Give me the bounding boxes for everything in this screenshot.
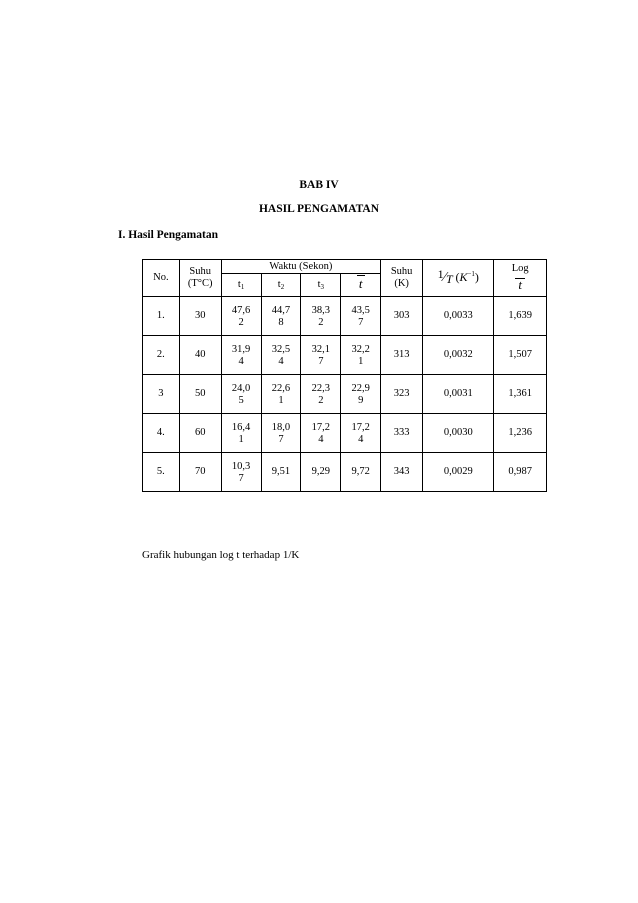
cell-t1: 10,37 (221, 453, 261, 492)
cell-t2: 9,51 (261, 453, 301, 492)
header-suhu-celsius-line1: Suhu (189, 266, 211, 277)
header-log-label: Log (511, 263, 529, 274)
header-t3-label: t (317, 279, 321, 290)
cell-no: 2. (143, 336, 180, 375)
header-t-mean (341, 274, 381, 297)
inverse-temperature-formula: 1⁄T $(K^{-1})$ (437, 267, 479, 286)
table-row (143, 375, 547, 414)
cell-log-t: 0,987 (494, 453, 547, 492)
section-heading: I. Hasil Pengamatan (118, 229, 218, 241)
cell-suhu-kelvin: 323 (381, 375, 423, 414)
cell-t2: 22,61 (261, 375, 301, 414)
header-t1-sub: 1 (240, 283, 245, 291)
header-t2-label: t (277, 279, 281, 290)
inverse-unit: K (459, 270, 468, 284)
cell-no: 4. (143, 414, 180, 453)
header-t2-sub: 2 (280, 283, 285, 291)
cell-t-mean: 17,24 (341, 414, 381, 453)
cell-t3: 32,17 (301, 336, 341, 375)
cell-t1: 24,05 (221, 375, 261, 414)
table-row (143, 336, 547, 375)
cell-suhu-celsius: 40 (179, 336, 221, 375)
cell-log-t: 1,639 (494, 297, 547, 336)
cell-no: 5. (143, 453, 180, 492)
header-t1-label: t (237, 279, 241, 290)
header-suhu-kelvin-line2: (K) (394, 278, 409, 289)
graph-caption: Grafik hubungan log t terhadap 1/K (142, 549, 300, 561)
header-t3 (301, 274, 341, 297)
cell-t3: 17,24 (301, 414, 341, 453)
table-row (143, 414, 547, 453)
header-suhu-kelvin (381, 260, 423, 297)
table-row (143, 453, 547, 492)
cell-suhu-celsius: 60 (179, 414, 221, 453)
cell-suhu-kelvin: 333 (381, 414, 423, 453)
header-log-t-bar: t (515, 278, 525, 291)
cell-suhu-kelvin: 313 (381, 336, 423, 375)
cell-no: 1. (143, 297, 180, 336)
table-row (143, 297, 547, 336)
cell-log-t: 1,236 (494, 414, 547, 453)
cell-t-mean: 32,21 (341, 336, 381, 375)
cell-inverse-temperature: 0,0032 (423, 336, 494, 375)
cell-no: 3 (143, 375, 180, 414)
header-t-mean-label: t (358, 276, 363, 291)
observation-table (142, 259, 547, 492)
header-suhu-kelvin-line1: Suhu (390, 266, 413, 277)
header-inverse-temperature (423, 260, 494, 297)
cell-suhu-kelvin: 343 (381, 453, 423, 492)
header-no: No. (143, 260, 180, 297)
cell-t3: 38,32 (301, 297, 341, 336)
cell-inverse-temperature: 0,0029 (423, 453, 494, 492)
cell-inverse-temperature: 0,0033 (423, 297, 494, 336)
cell-t-mean: 22,99 (341, 375, 381, 414)
cell-t3: 9,29 (301, 453, 341, 492)
cell-t1: 16,41 (221, 414, 261, 453)
header-log-t (494, 260, 547, 297)
chapter-number: BAB IV (299, 179, 339, 191)
cell-log-t: 1,361 (494, 375, 547, 414)
cell-suhu-celsius: 70 (179, 453, 221, 492)
cell-t-mean: 9,72 (341, 453, 381, 492)
cell-suhu-kelvin: 303 (381, 297, 423, 336)
cell-t2: 32,54 (261, 336, 301, 375)
cell-t2: 44,78 (261, 297, 301, 336)
inverse-exponent: −1 (467, 270, 475, 278)
chapter-title: HASIL PENGAMATAN (258, 203, 379, 215)
inverse-numerator: 1 (437, 267, 444, 281)
cell-inverse-temperature: 0,0031 (423, 375, 494, 414)
cell-t1: 47,62 (221, 297, 261, 336)
cell-t1: 31,94 (221, 336, 261, 375)
cell-suhu-celsius: 30 (179, 297, 221, 336)
header-suhu-celsius (179, 260, 221, 297)
header-t1 (221, 274, 261, 297)
cell-inverse-temperature: 0,0030 (423, 414, 494, 453)
cell-log-t: 1,507 (494, 336, 547, 375)
cell-suhu-celsius: 50 (179, 375, 221, 414)
cell-t2: 18,07 (261, 414, 301, 453)
header-t3-sub: 3 (320, 283, 325, 291)
header-waktu: Waktu (Sekon) (221, 260, 380, 274)
inverse-denominator: T (445, 272, 453, 286)
cell-t3: 22,32 (301, 375, 341, 414)
header-suhu-celsius-line2: (T°C) (187, 278, 213, 289)
cell-t-mean: 43,57 (341, 297, 381, 336)
header-t2 (261, 274, 301, 297)
